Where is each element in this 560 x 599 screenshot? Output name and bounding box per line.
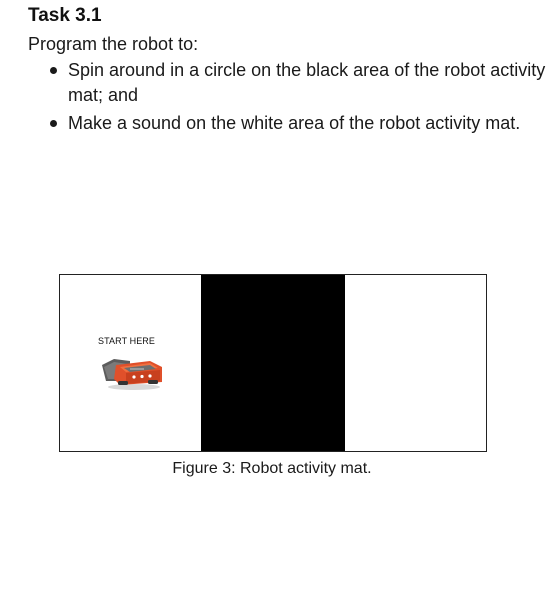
task-title: Task 3.1: [28, 5, 102, 26]
bullet-icon: [50, 120, 57, 127]
task-bullet-list: [28, 58, 548, 139]
start-here-label: START HERE: [98, 336, 156, 346]
bullet-text: Make a sound on the white area of the robot activity mat.: [68, 113, 521, 133]
bullet-item-sound: [28, 111, 548, 136]
robot-activity-mat: [59, 274, 487, 452]
figure-caption: Figure 3: Robot activity mat.: [172, 460, 372, 477]
mat-black-area: [201, 275, 345, 451]
robot-icon: [100, 355, 166, 391]
bullet-icon: [50, 67, 57, 74]
bullet-text: Spin around in a circle on the black area of the robot activity mat; and: [68, 60, 546, 105]
bullet-item-spin: [28, 58, 548, 108]
task-intro: Program the robot to:: [28, 34, 199, 54]
